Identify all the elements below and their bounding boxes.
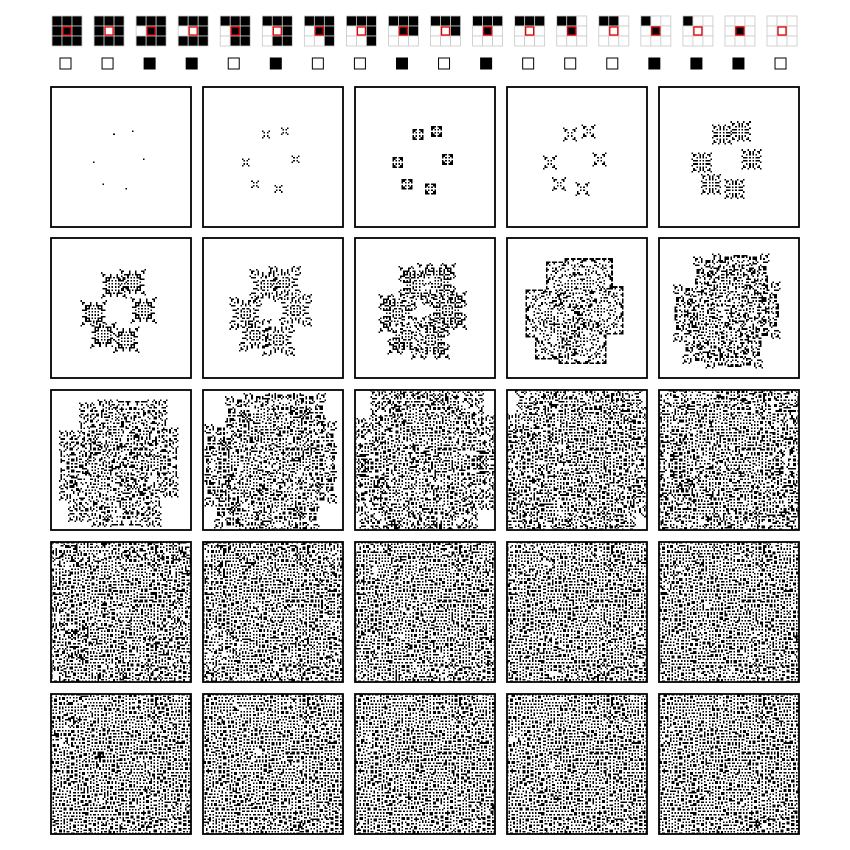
- rule-neighborhood-cell: [408, 16, 418, 26]
- rule-neighborhood-cell: [767, 26, 777, 36]
- rule-neighborhood-cell: [451, 36, 461, 46]
- rule-neighborhood-cell: [230, 16, 240, 26]
- rule-neighborhood-cell: [304, 16, 314, 26]
- rule-neighborhood-cell: [52, 26, 62, 36]
- rule-output-cell: [144, 58, 155, 69]
- frame-background: [507, 87, 647, 227]
- rule-neighborhood-cell: [703, 36, 713, 46]
- rule-case-icon: [557, 16, 587, 46]
- rule-neighborhood-cell: [661, 36, 671, 46]
- rule-neighborhood-cell: [346, 16, 356, 26]
- evolution-frame: [507, 238, 647, 378]
- rule-neighborhood-cell: [735, 16, 745, 26]
- rule-neighborhood-cell: [599, 26, 609, 36]
- rule-neighborhood-cell: [198, 26, 208, 36]
- rule-neighborhood-cell: [683, 26, 693, 36]
- rule-case-icon: [683, 16, 713, 46]
- rule-neighborhood-cell: [156, 26, 166, 36]
- evolution-frame: [507, 390, 647, 530]
- rule-neighborhood-cell: [72, 26, 82, 36]
- rule-neighborhood-cell: [431, 16, 441, 26]
- evolution-frame: [51, 238, 191, 378]
- rule-neighborhood-cell: [557, 36, 567, 46]
- rule-neighborhood-cell: [314, 16, 324, 26]
- rule-neighborhood-cell: [220, 16, 230, 26]
- rule-neighborhood-cell: [525, 16, 535, 26]
- rule-neighborhood-cell: [230, 36, 240, 46]
- rule-neighborhood-cell: [52, 36, 62, 46]
- rule-neighborhood-cell: [240, 16, 250, 26]
- rule-neighborhood-cell: [282, 16, 292, 26]
- rule-neighborhood-cell: [725, 36, 735, 46]
- evolution-frame: [659, 694, 799, 834]
- rule-neighborhood-cell: [441, 36, 451, 46]
- rule-neighborhood-cell: [178, 16, 188, 26]
- rule-neighborhood-cell: [483, 16, 493, 26]
- rule-neighborhood-cell: [787, 16, 797, 26]
- rule-neighborhood-cell: [240, 36, 250, 46]
- rule-neighborhood-cell: [619, 16, 629, 26]
- rule-output-cell: [523, 58, 534, 69]
- rule-neighborhood-cell: [745, 26, 755, 36]
- rule-neighborhood-cell: [609, 36, 619, 46]
- rule-neighborhood-cell: [114, 16, 124, 26]
- rule-neighborhood-cell: [62, 36, 72, 46]
- evolution-frame: [659, 390, 799, 530]
- rule-neighborhood-cell: [240, 26, 250, 36]
- rule-neighborhood-cell: [493, 16, 503, 26]
- rule-neighborhood-cell: [567, 36, 577, 46]
- rule-case-icon: [641, 16, 671, 46]
- evolution-frame: [51, 87, 191, 227]
- evolution-frame: [507, 694, 647, 834]
- rule-output-cell: [733, 58, 744, 69]
- evolution-frame: [203, 238, 343, 378]
- evolution-frame: [203, 87, 343, 227]
- rule-neighborhood-cell: [324, 26, 334, 36]
- rule-neighborhood-cell: [641, 26, 651, 36]
- rule-neighborhood-cell: [356, 36, 366, 46]
- rule-neighborhood-cell: [473, 26, 483, 36]
- rule-neighborhood-cell: [304, 26, 314, 36]
- rule-neighborhood-cell: [314, 36, 324, 46]
- rule-output-cell: [354, 58, 365, 69]
- rule-case-icon: [262, 16, 292, 46]
- evolution-frame: [507, 542, 647, 682]
- rule-neighborhood-cell: [178, 36, 188, 46]
- rule-neighborhood-cell: [599, 16, 609, 26]
- evolution-frame: [659, 238, 799, 378]
- rule-neighborhood-cell: [441, 16, 451, 26]
- rule-neighborhood-cell: [515, 36, 525, 46]
- frame-background: [51, 87, 191, 227]
- rule-case-icon: [388, 16, 418, 46]
- rule-neighborhood-cell: [282, 36, 292, 46]
- rule-neighborhood-cell: [745, 16, 755, 26]
- rule-neighborhood-cell: [262, 36, 272, 46]
- evolution-frame: [51, 542, 191, 682]
- rule-neighborhood-cell: [104, 16, 114, 26]
- rule-neighborhood-cell: [220, 36, 230, 46]
- rule-neighborhood-cell: [641, 36, 651, 46]
- rule-neighborhood-cell: [619, 36, 629, 46]
- rule-neighborhood-cell: [777, 36, 787, 46]
- rule-neighborhood-cell: [272, 16, 282, 26]
- rule-neighborhood-cell: [388, 16, 398, 26]
- rule-case-icon: [94, 16, 124, 46]
- evolution-frame: [507, 87, 647, 227]
- evolution-frame: [355, 542, 495, 682]
- rule-neighborhood-cell: [535, 26, 545, 36]
- rule-neighborhood-cell: [408, 36, 418, 46]
- rule-neighborhood-cell: [483, 36, 493, 46]
- rule-neighborhood-cell: [641, 16, 651, 26]
- rule-neighborhood-cell: [52, 16, 62, 26]
- rule-neighborhood-cell: [577, 36, 587, 46]
- rule-case-icon: [220, 16, 250, 46]
- rule-neighborhood-cell: [725, 26, 735, 36]
- rule-neighborhood-cell: [767, 16, 777, 26]
- frame-background: [203, 87, 343, 227]
- rule-neighborhood-cell: [661, 26, 671, 36]
- rule-neighborhood-cell: [557, 26, 567, 36]
- rule-output-cell: [481, 58, 492, 69]
- rule-neighborhood-cell: [388, 26, 398, 36]
- rule-output-cell: [270, 58, 281, 69]
- rule-neighborhood-cell: [346, 26, 356, 36]
- rule-output-cell: [60, 58, 71, 69]
- rule-neighborhood-cell: [609, 16, 619, 26]
- rule-neighborhood-cell: [262, 16, 272, 26]
- rule-neighborhood-cell: [567, 16, 577, 26]
- rule-neighborhood-cell: [136, 16, 146, 26]
- rule-neighborhood-cell: [198, 16, 208, 26]
- rule-neighborhood-cell: [599, 36, 609, 46]
- rule-case-icon: [136, 16, 166, 46]
- rule-neighborhood-cell: [304, 36, 314, 46]
- rule-output-cell: [102, 58, 113, 69]
- rule-neighborhood-cell: [104, 36, 114, 46]
- evolution-frame: [203, 390, 343, 530]
- evolution-frame: [355, 390, 495, 530]
- rule-case-icon: [178, 16, 208, 46]
- evolution-frame: [659, 542, 799, 682]
- rule-neighborhood-cell: [745, 36, 755, 46]
- rule-neighborhood-cell: [703, 26, 713, 36]
- rule-neighborhood-cell: [188, 36, 198, 46]
- rule-case-icon: [431, 16, 461, 46]
- rule-neighborhood-cell: [156, 36, 166, 46]
- rule-neighborhood-cell: [525, 36, 535, 46]
- rule-neighborhood-cell: [94, 36, 104, 46]
- rule-neighborhood-cell: [693, 36, 703, 46]
- rule-neighborhood-cell: [94, 16, 104, 26]
- evolution-frame: [203, 694, 343, 834]
- rule-neighborhood-cell: [398, 16, 408, 26]
- rule-neighborhood-cell: [535, 36, 545, 46]
- rule-output-cell: [565, 58, 576, 69]
- rule-case-icon: [346, 16, 376, 46]
- rule-neighborhood-cell: [683, 36, 693, 46]
- evolution-frame: [355, 238, 495, 378]
- rule-output-cell: [312, 58, 323, 69]
- rule-neighborhood-cell: [366, 36, 376, 46]
- rule-neighborhood-cell: [146, 36, 156, 46]
- rule-neighborhood-cell: [324, 16, 334, 26]
- rule-neighborhood-cell: [493, 36, 503, 46]
- rule-neighborhood-cell: [473, 16, 483, 26]
- rule-neighborhood-cell: [94, 26, 104, 36]
- rule-neighborhood-cell: [451, 16, 461, 26]
- rule-neighborhood-cell: [72, 36, 82, 46]
- rule-neighborhood-cell: [767, 36, 777, 46]
- frame-background: [659, 87, 799, 227]
- rule-neighborhood-cell: [777, 16, 787, 26]
- rule-neighborhood-cell: [493, 26, 503, 36]
- evolution-frame: [203, 542, 343, 682]
- rule-output-cell: [186, 58, 197, 69]
- rule-output-cell: [649, 58, 660, 69]
- rule-neighborhood-cell: [661, 16, 671, 26]
- rule-neighborhood-cell: [262, 26, 272, 36]
- rule-output-cell: [607, 58, 618, 69]
- rule-case-icon: [767, 16, 797, 46]
- rule-neighborhood-cell: [62, 16, 72, 26]
- evolution-frame: [355, 694, 495, 834]
- rule-output-cell: [775, 58, 786, 69]
- rule-neighborhood-cell: [451, 26, 461, 36]
- rule-neighborhood-cell: [693, 16, 703, 26]
- rule-neighborhood-cell: [703, 16, 713, 26]
- rule-neighborhood-cell: [366, 26, 376, 36]
- rule-case-icon: [473, 16, 503, 46]
- rule-neighborhood-cell: [114, 26, 124, 36]
- rule-neighborhood-cell: [725, 16, 735, 26]
- rule-neighborhood-cell: [282, 26, 292, 36]
- rule-neighborhood-cell: [398, 36, 408, 46]
- rule-neighborhood-cell: [431, 26, 441, 36]
- rule-neighborhood-cell: [515, 26, 525, 36]
- rule-neighborhood-cell: [557, 16, 567, 26]
- rule-neighborhood-cell: [220, 26, 230, 36]
- rule-neighborhood-cell: [198, 36, 208, 46]
- rule-neighborhood-cell: [787, 36, 797, 46]
- evolution-frame: [355, 87, 495, 227]
- rule-neighborhood-cell: [72, 16, 82, 26]
- rule-neighborhood-cell: [188, 16, 198, 26]
- rule-neighborhood-cell: [356, 16, 366, 26]
- rule-neighborhood-cell: [515, 16, 525, 26]
- rule-neighborhood-cell: [136, 26, 146, 36]
- rule-neighborhood-cell: [473, 36, 483, 46]
- rule-output-cell: [228, 58, 239, 69]
- rule-neighborhood-cell: [136, 36, 146, 46]
- rule-case-icon: [52, 16, 82, 46]
- evolution-frame: [659, 87, 799, 227]
- rule-neighborhood-cell: [146, 16, 156, 26]
- rule-neighborhood-cell: [178, 26, 188, 36]
- rule-case-icon: [304, 16, 334, 46]
- rule-neighborhood-cell: [619, 26, 629, 36]
- rule-neighborhood-cell: [651, 16, 661, 26]
- rule-neighborhood-cell: [431, 36, 441, 46]
- frame-background: [51, 238, 191, 378]
- rule-neighborhood-cell: [535, 16, 545, 26]
- rule-output-cell: [691, 58, 702, 69]
- frame-background: [355, 87, 495, 227]
- rule-neighborhood-cell: [651, 36, 661, 46]
- frame-background: [203, 238, 343, 378]
- rule-neighborhood-cell: [577, 26, 587, 36]
- rule-case-icon: [599, 16, 629, 46]
- rule-neighborhood-cell: [735, 36, 745, 46]
- rule-neighborhood-cell: [156, 16, 166, 26]
- rule-neighborhood-cell: [577, 16, 587, 26]
- rule-output-cell: [396, 58, 407, 69]
- rule-neighborhood-cell: [366, 16, 376, 26]
- rule-neighborhood-cell: [408, 26, 418, 36]
- evolution-frame: [51, 694, 191, 834]
- rule-neighborhood-cell: [114, 36, 124, 46]
- evolution-frame: [51, 390, 191, 530]
- rule-neighborhood-cell: [346, 36, 356, 46]
- rule-neighborhood-cell: [324, 36, 334, 46]
- rule-neighborhood-cell: [272, 36, 282, 46]
- rule-neighborhood-cell: [388, 36, 398, 46]
- rule-output-cell: [439, 58, 450, 69]
- rule-case-icon: [515, 16, 545, 46]
- rule-case-icon: [725, 16, 755, 46]
- rule-neighborhood-cell: [683, 16, 693, 26]
- rule-neighborhood-cell: [787, 26, 797, 36]
